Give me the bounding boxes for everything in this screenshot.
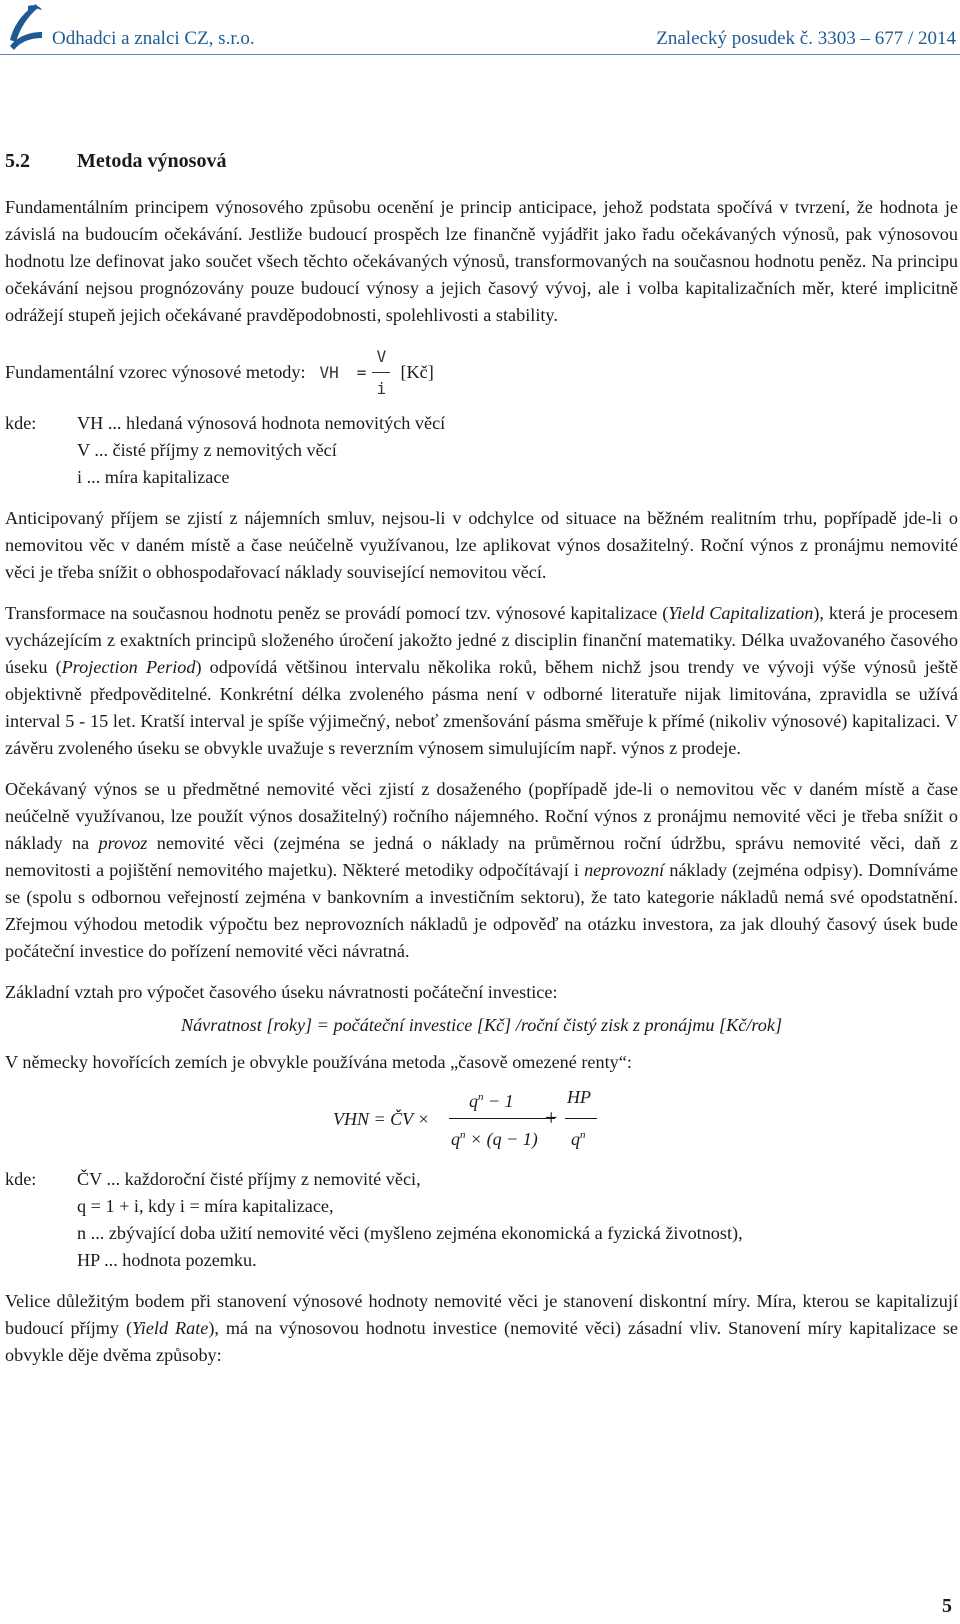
- definition-item: q = 1 + i, kdy i = míra kapitalizace,: [77, 1196, 334, 1216]
- term-yield-rate: Yield Rate: [132, 1318, 209, 1338]
- definition-item: n ... zbývající doba užití nemovité věci (myšleno zejména ekonomická a fyzická životnost),: [77, 1223, 743, 1243]
- definition-row: [5, 464, 958, 491]
- fraction-bar: [372, 372, 390, 373]
- definition-row: [5, 1166, 958, 1193]
- payback-formula: Návratnost [roky] = počáteční investice [Kč] /roční čistý zisk z pronájmu [Kč/rok]: [180, 1015, 783, 1035]
- formula-label: Fundamentální vzorec výnosové metody:: [5, 362, 306, 382]
- formula-lhs: VH: [319, 363, 339, 382]
- page-number: 5: [942, 1595, 952, 1617]
- paragraph-intro: Fundamentálním principem výnosového způsobu ocenění je princip anticipace, jehož podstata spočívá v tvrzení, že hodnota je závislá na budoucím očekávání. Jestliže budoucí prospěch lze finančně vyjádřit jako řadu očekávaných výnosů, pak výnosovou hodnotu lze definovat jako součet všech těchto očekávaných výnosů, transformovaných na současnou hodnotu peněz. Na principu očekávání nejsou prognózovány pouze budoucí výnosy a jejich časový vývoj, ale i volba kapitalizačních měr, které implicitně odrážejí stupeň jejich očekávané pravděpodobnosti, spolehlivosti a stability.: [5, 197, 958, 325]
- vhn-formula: [5, 1080, 958, 1158]
- formula-denominator: i: [376, 379, 387, 398]
- vhn-fraction-bar-1: [449, 1118, 555, 1119]
- vhn-lhs: VHN = ČV ×: [333, 1109, 430, 1129]
- formula-equals: =: [356, 363, 367, 382]
- vhn-fraction-bar-2: [565, 1118, 597, 1119]
- kde-label: kde:: [5, 1169, 37, 1189]
- kde-label: kde:: [5, 413, 37, 433]
- definition-item: ČV ... každoroční čisté příjmy z nemovité věci,: [77, 1169, 421, 1189]
- definitions-2: [5, 1166, 958, 1274]
- term-neprovozni: neprovozní: [584, 860, 665, 880]
- document-body: [5, 148, 958, 1383]
- definitions-1: [5, 410, 958, 491]
- report-number: Znalecký posudek č. 3303 – 677 / 2014: [656, 28, 956, 49]
- paragraph-discount-rate: Velice důležitým bodem při stanovení výnosové hodnoty nemovité věci je stanovení diskontní míry. Míra, kterou se kapitalizují budoucí příjmy (Yield Rate), má na výnosovou hodnotu investice (nemovité věci) zásadní vliv. Stanovení míry kapitalizace se obvykle děje dvěma způsoby:: [5, 1291, 958, 1365]
- page-header: [0, 0, 960, 56]
- formula-unit: [Kč]: [400, 362, 434, 382]
- vhn-plus: +: [545, 1105, 558, 1130]
- definition-row: [5, 1247, 958, 1274]
- section-number: 5.2: [5, 150, 30, 172]
- vhn-numerator-1: $q^n - 1$: [469, 1091, 514, 1111]
- definition-row: [5, 1193, 958, 1220]
- company-logo-icon: [6, 2, 46, 52]
- paragraph-anticipated-income: Anticipovaný příjem se zjistí z nájemních smluv, nejsou-li v odchylce od situace na běžném realitním trhu, popřípadě jde-li o nemovitou věc v daném místě a čase neúčelně využívanou, lze aplikovat výnos dosažitelný. Roční výnos z pronájmu nemovité věci je třeba snížit o obhospodařovací náklady související nemovitou věcí.: [5, 508, 958, 582]
- definition-item: i ... míra kapitalizace: [77, 467, 230, 487]
- term-provoz: provoz: [98, 833, 148, 853]
- formula-fraction: [372, 343, 390, 402]
- header-divider: [0, 54, 960, 55]
- paragraph-expected-yield: Očekávaný výnos se u předmětné nemovité věci zjistí z dosaženého (popřípadě jde-li o nemovitou věc v daném místě a čase neúčelně využívanou, lze použít výnos dosažitelný) ročního nájemného. Roční výnos z pronájmu nemovité věci je třeba snížit o náklady na provoz nemovité věci (zejména se jedná o náklady na průměrnou roční údržbu, správu nemovité věci, daň z nemovitosti a pojištění nemovitého majetku). Některé metodiky odpočítávají i neprovozní náklady (zejména odpisy). Domníváme se (spolu s odbornou veřejností zejména v bankovním a investičním sektoru), že tato kategorie nákladů nemá své opodstatnění. Zřejmou výhodou metodik výpočtu bez neprovozních nákladů je odpověď na otázku investora, za jak dlouhý časový úsek bude počáteční investice do pořízení nemovité věci návratná.: [5, 779, 958, 961]
- definition-item: HP ... hodnota pozemku.: [77, 1250, 257, 1270]
- company-name: Odhadci a znalci CZ, s.r.o.: [52, 28, 255, 49]
- vhn-numerator-2: HP: [567, 1087, 591, 1107]
- definition-row: [5, 437, 958, 464]
- paragraph-transformation: Transformace na současnou hodnotu peněz se provádí pomocí tzv. výnosové kapitalizace (Yield Capitalization), která je procesem vycházejícím z exaktních principů složeného úročení jakožto jedné z disciplin finanční matematiky. Délka uvažovaného časového úseku (Projection Period) odpovídá většinou intervalu několika roků, během nichž jsou trendy ve vývoji výše výnosů ještě objektivně předpověditelné. Konkrétní délka zvoleného pásma není v odborné literatuře nijak limitována, zpravidla se užívá interval 5 - 15 let. Kratší interval je spíše výjimečný, neboť zmenšování pásma směřuje k přímé (nikoliv výnosové) kapitalizaci. V závěru zvoleného úseku se obvykle uvažuje s reverzním výnosem simulujícím např. výnos z prodeje.: [5, 603, 959, 758]
- term-projection-period: Projection Period: [61, 657, 196, 677]
- definition-row: [5, 410, 958, 437]
- section-heading: [5, 148, 958, 174]
- basic-formula: [5, 343, 958, 402]
- vhn-denominator-2: $q^n$: [571, 1129, 586, 1149]
- paragraph-german-method: V německy hovořících zemích je obvykle používána metoda „časově omezené renty“:: [5, 1052, 632, 1072]
- paragraph-payback-intro: Základní vztah pro výpočet časového úseku návratnosti počáteční investice:: [5, 982, 558, 1002]
- definition-item: VH ... hledaná výnosová hodnota nemovitých věcí: [77, 413, 446, 433]
- definition-item: V ... čisté příjmy z nemovitých věcí: [77, 440, 337, 460]
- definition-row: [5, 1220, 958, 1247]
- formula-numerator: V: [376, 347, 387, 366]
- vhn-denominator-1: $q^n \times (q - 1)$: [451, 1129, 538, 1149]
- term-yield-capitalization: Yield Capitalization: [668, 603, 814, 623]
- section-title: Metoda výnosová: [77, 150, 227, 172]
